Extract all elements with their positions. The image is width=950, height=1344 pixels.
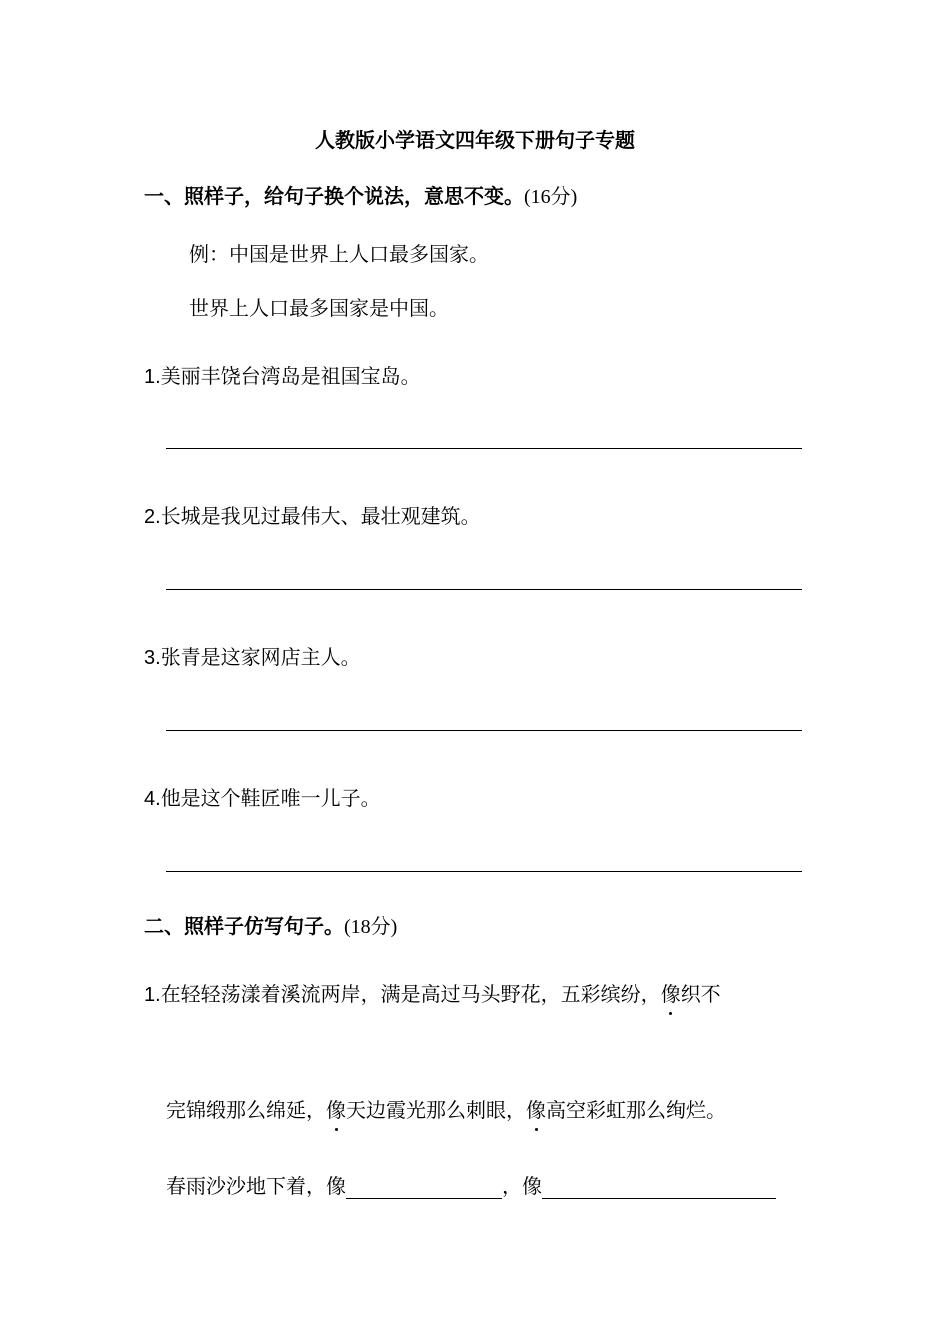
question-number: 1.: [144, 984, 161, 1006]
example-line-1: 例：中国是世界上人口最多国家。: [189, 242, 489, 266]
section1-points: (16分): [524, 186, 578, 208]
s2-question-1-line-3: [166, 1170, 776, 1199]
question-text: 织不: [680, 982, 721, 1006]
question-3: [144, 641, 361, 670]
question-text: 张青是这家网店主人。: [160, 645, 361, 669]
question-2: [144, 500, 481, 529]
prompt-text: 春雨沙沙地下着，像: [166, 1174, 346, 1198]
question-1: [144, 360, 421, 389]
question-number: 4.: [144, 788, 161, 810]
prompt-text: ，像: [502, 1174, 542, 1198]
section1-heading: [144, 180, 577, 209]
s2-question-1-line-1: [144, 978, 721, 1007]
question-text: 在轻轻荡漾着溪流两岸，满是高过马头野花，五彩缤纷，: [160, 982, 661, 1006]
section1-heading-text: 一、照样子，给句子换个说法，意思不变。: [144, 184, 524, 208]
answer-line-1[interactable]: [166, 448, 802, 449]
fill-blank-2[interactable]: [542, 1178, 776, 1199]
question-number: 1.: [144, 366, 161, 388]
emphasis-char: 像: [326, 1094, 346, 1123]
question-text: 天边霞光那么刺眼，: [346, 1098, 526, 1122]
section2-heading-text: 二、照样子仿写句子。: [144, 914, 344, 938]
emphasis-char: 像: [526, 1094, 546, 1123]
question-text: 他是这个鞋匠唯一儿子。: [160, 786, 381, 810]
answer-line-2[interactable]: [166, 589, 802, 590]
section2-points: (18分): [344, 916, 398, 938]
emphasis-char: 像: [661, 978, 681, 1007]
answer-line-4[interactable]: [166, 871, 802, 872]
question-text: 美丽丰饶台湾岛是祖国宝岛。: [160, 364, 421, 388]
question-text: 长城是我见过最伟大、最壮观建筑。: [160, 504, 481, 528]
example-line-2: 世界上人口最多国家是中国。: [189, 296, 449, 320]
section2-heading: [144, 910, 397, 939]
s2-question-1-line-2: [166, 1094, 726, 1123]
page-title: 人教版小学语文四年级下册句子专题: [315, 128, 635, 152]
fill-blank-1[interactable]: [346, 1178, 502, 1199]
question-text: 高空彩虹那么绚烂。: [546, 1098, 726, 1122]
question-4: [144, 782, 381, 811]
question-number: 3.: [144, 647, 161, 669]
answer-line-3[interactable]: [166, 730, 802, 731]
question-text: 完锦缎那么绵延，: [166, 1098, 326, 1122]
question-number: 2.: [144, 506, 161, 528]
